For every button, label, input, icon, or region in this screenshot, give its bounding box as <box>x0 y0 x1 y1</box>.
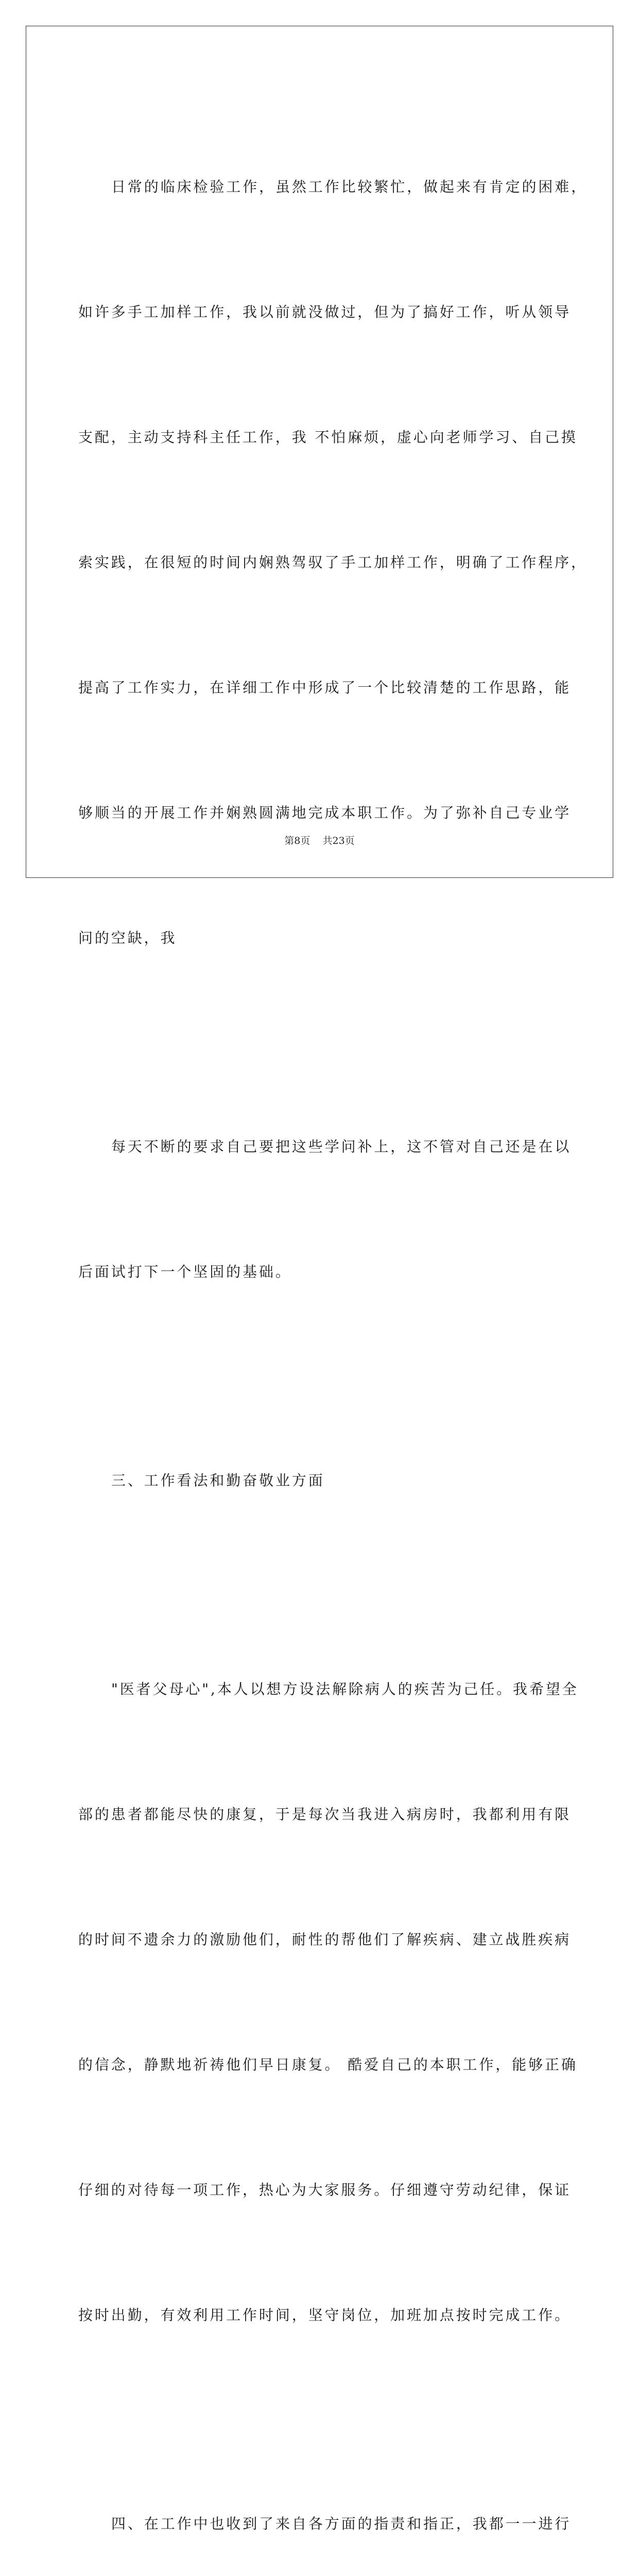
paragraph-line: 支配，主动支持科主任工作，我 不怕麻烦，虚心向老师学习、自己摸 <box>78 429 578 446</box>
total-suffix: 页 <box>344 835 355 846</box>
page-footer <box>0 833 639 847</box>
document-body <box>78 82 588 2576</box>
paragraph-line: 四、在工作中也收到了来自各方面的指责和指正，我都一一进行 <box>111 2515 572 2532</box>
page-number: 8 <box>294 835 301 846</box>
paragraph-line: 按时出勤，有效利用工作时间，坚守岗位，加班加点按时完成工作。 <box>78 2307 572 2324</box>
paragraph-line: 的信念，静默地祈祷他们早日康复。 酷爱自己的本职工作，能够正确 <box>78 2056 578 2073</box>
paragraph-5 <box>78 2419 572 2576</box>
paragraph-1 <box>78 82 588 1042</box>
paragraph-line: 日常的临床检验工作，虽然工作比较繁忙，做起来有肯定的困难， <box>111 178 588 195</box>
paragraph-2 <box>78 1042 572 1376</box>
total-pages: 23 <box>332 835 345 846</box>
paragraph-line: 索实践，在很短的时间内娴熟驾驭了手工加样工作，明确了工作程序， <box>78 554 588 571</box>
paragraph-line: "医者父母心",本人以想方设法解除病人的疾苦为己任。我希望全 <box>111 1681 579 1698</box>
total-prefix: 共 <box>322 835 333 846</box>
paragraph-line: 的时间不遗余力的激励他们，耐性的帮他们了解疾病、建立战胜疾病 <box>78 1931 572 1948</box>
paragraph-line: 够顺当的开展工作并娴熟圆满地完成本职工作。为了弥补自己专业学 <box>78 804 572 821</box>
paragraph-line: 如许多手工加样工作，我以前就没做过，但为了搞好工作，听从领导 <box>78 303 572 320</box>
paragraph-line: 仔细的对待每一项工作，热心为大家服务。仔细遵守劳动纪律，保证 <box>78 2181 572 2198</box>
page-prefix: 第 <box>284 835 295 846</box>
section-heading-3 <box>78 1376 562 1585</box>
section-heading: 三、工作看法和勤奋敬业方面 <box>111 1472 325 1489</box>
paragraph-line: 每天不断的要求自己要把这些学问补上，这不管对自己还是在以 <box>111 1138 572 1155</box>
page-suffix: 页 <box>300 835 310 846</box>
paragraph-4 <box>78 1585 579 2419</box>
paragraph-line: 部的患者都能尽快的康复，于是每次当我进入病房时，我都利用有限 <box>78 1806 572 1823</box>
paragraph-line: 后面试打下一个坚固的基础。 <box>78 1263 292 1280</box>
paragraph-line: 提高了工作实力，在详细工作中形成了一个比较清楚的工作思路，能 <box>78 679 572 696</box>
paragraph-line: 问的空缺，我 <box>78 929 177 946</box>
